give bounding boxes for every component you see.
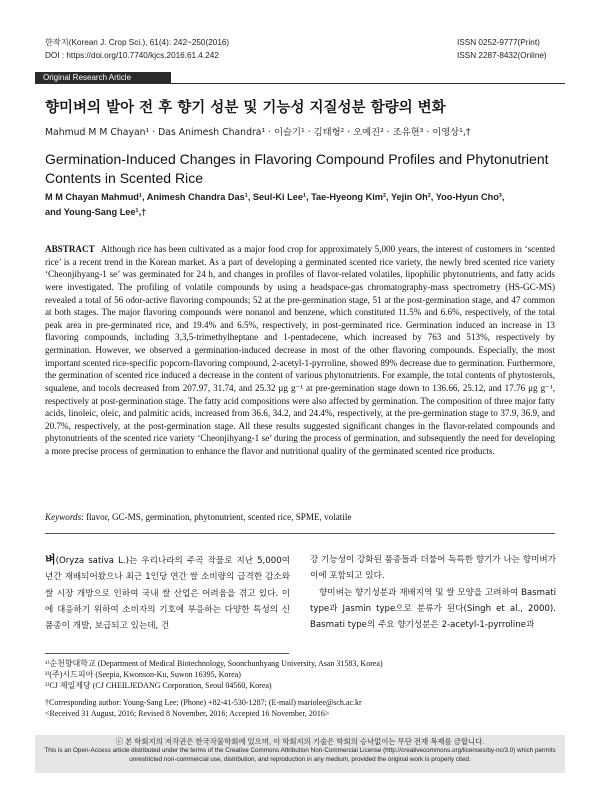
- korean-title: 향미벼의 발아 전 후 향기 성분 및 기능성 지질성분 함량의 변화: [45, 100, 446, 116]
- abstract: [45, 243, 555, 458]
- affiliation-3: ³⁾CJ 제일제당 (CJ CHEILJEDANG Corporation, Seoul 04560, Korea): [45, 681, 272, 691]
- issn-print: ISSN 0252-9777(Print): [457, 38, 540, 47]
- footnote-divider: [45, 653, 289, 654]
- english-authors: [45, 190, 565, 220]
- keywords-text: : flavor, GC-MS, germination, phytonutrient, scented rice, SPME, volatile: [81, 512, 352, 522]
- keywords: [45, 511, 555, 523]
- journal-header: [45, 37, 229, 62]
- corresponding-author: †Corresponding author: Young-Sang Lee; (Phone) +82-41-530-1287; (E-mail) mariolee@sch.ac.kr: [45, 698, 362, 707]
- body-right-paragraph-2: 향미벼는 향기성분과 재배지역 및 쌀 모양을 고려하여 Basmati type과 Jasmin type으로 분류가 된다(Singh et al., 2000). Basmati type의 주요 향기성분은 2-acetyl-1-pyrroline과: [310, 587, 556, 631]
- correspondence-block: [45, 697, 565, 719]
- affiliation-2: ²⁾(주)시드피아 (Seepia, Kwonson-Ku, Suwon 16395, Korea): [45, 670, 241, 680]
- korean-authors: Mahmud M M Chayan¹ · Das Animesh Chandra¹ · 이슬기¹ · 김태형² · 오예진² · 조유현³ · 이영상¹,†: [45, 127, 471, 138]
- copyright-footer: [35, 735, 565, 773]
- issn-online: ISSN 2287-8432(Online): [457, 50, 547, 60]
- journal-citation: 한작지(Korean J. Crop Sci.), 61(4): 242~250(2016): [45, 38, 230, 47]
- body-right-paragraph-1: 강 기능성이 강화된 품종들과 더불어 독특한 향기가 나는 향미벼가 이에 포함되고 있다.: [310, 555, 556, 582]
- english-authors-line-2: and Young-Sang Lee¹,†: [45, 207, 147, 217]
- received-dates: <Received 31 August, 2016; Revised 8 November, 2016; Accepted 16 November, 2016>: [45, 709, 330, 719]
- article-type-tag: Original Research Article: [35, 72, 171, 84]
- affiliations: [45, 658, 565, 692]
- doi-line: DOI : https://doi.org/10.7740/kjcs.2016.61.4.242: [45, 50, 219, 60]
- issn-block: [457, 37, 547, 62]
- abstract-text: Although rice has been cultivated as a major food crop for approximately 5,000 years, the interest of customers in ‘scented rice’ is a recent trend in the Korean market. As a part of developing a germinated scented rice variety, the newly bred scented rice variety ‘Cheonjihyang-1 se’ was germinated for 24 h, and changes in profiles of flavor-related volatiles, lipophilic phytonutrients, and fatty acids were investigated. The profiling of volatile compounds by using a headspace-gas chromatography-mass spectrometry (HS-GC-MS) revealed a total of 56 odor-active flavoring compounds; 52 at the pre-germination stage, 51 at the post-germination stage, and 47 common at both stages. The major flavoring compounds were nonanol and benzene, which constituted 11.5% and 6.6%, respectively, of the total peak area in pre-germinated rice, and 19.4% and 6.5%, respectively, in post-germinated rice. Germination induced an increase in 13 flavoring compounds, including 3,3,5-trimethylheptane and 1-pentadecene, which increased by 763 and 513%, respectively by germination. However, we observed a germination-induced decrease in most of the other flavoring compounds. Especially, the most important scented rice-specific popcorn-flavoring compound, 2-acetyl-1-pyrroline, showed 89% decrease due to germination. Furthermore, the germination of scented rice induced a decrease in the content of various phytonutrients. For example, the total contents of phytosterols, squalene, and tocols decreased from 207.97, 31.74, and 25.32 μg g⁻¹ at pre-germination stage down to 136.66, 25.12, and 17.76 μg g⁻¹, respectively at post-germination stage. The fatty acid compositions were also affected by germination. The composition of three major fatty acids, linoleic, oleic, and palmitic acids, increased from 36.6, 34.2, and 24.4%, respectively, at the pre-germination stage to 37.9, 36.9, and 20.7%, respectively, at the post-germination stage. All these results suggested significant changes in the flavor-related compounds and phytonutrients of the scented rice variety ‘Cheonjihyang-1 se’ during the process of germination, and subsequently the need for developing a more precise process of germination to enhance the flavor and nutritional quality of the germinated scented rice products.: [45, 244, 555, 456]
- english-title: Germination-Induced Changes in Flavoring Compound Profiles and Phytonutrient Contents in Scented Rice: [45, 151, 549, 186]
- body-left-text: (Oryza sativa L.)는 우리나라의 주곡 작물로 지난 5,000여 년간 재배되어왔으나 최근 1인당 연간 쌀 소비량의 급격한 감소와 쌀 시장 개방으로 인하여 국내 쌀 산업은 어려움을 겪고 있다. 이에 대응하기 위하여 소비자의 기호에 부응하는 다양한 특성의 신품종이 개발, 보급되고 있는데, 건: [45, 556, 290, 632]
- keywords-label: Keywords: [45, 512, 82, 522]
- license-notice: This is an Open-Access article distributed under the terms of the Creative Commons Attribution Non-Commercial License (http://creativecommons.org/licenses/by-nc/3.0) which permits unrestricted non-commercial use, distribution, and reproduction in any medium, provided the original work is properly cited.: [44, 747, 556, 763]
- header-divider: [35, 83, 565, 84]
- body-column-right: [310, 552, 556, 633]
- abstract-label: ABSTRACT: [45, 244, 95, 254]
- affiliation-1: ¹⁾순천향대학교 (Department of Medical Biotechnology, Soonchunhyang University, Asan 31583, Korea): [45, 659, 383, 668]
- copyright-notice: ⓒ 본 학회지의 저작권은 한국작물학회에 있으며, 이 학회지의 기술은 학회의 승낙없이는 무단 전재 복제를 금합니다.: [115, 737, 485, 746]
- english-authors-line-1: M M Chayan Mahmud¹, Animesh Chandra Das¹, Seul-Ki Lee¹, Tae-Hyeong Kim², Yejin Oh², Yoo-Hyun Cho³,: [45, 192, 505, 202]
- lead-character: 벼: [45, 553, 56, 566]
- body-column-left: [45, 552, 290, 634]
- section-divider: [45, 533, 555, 534]
